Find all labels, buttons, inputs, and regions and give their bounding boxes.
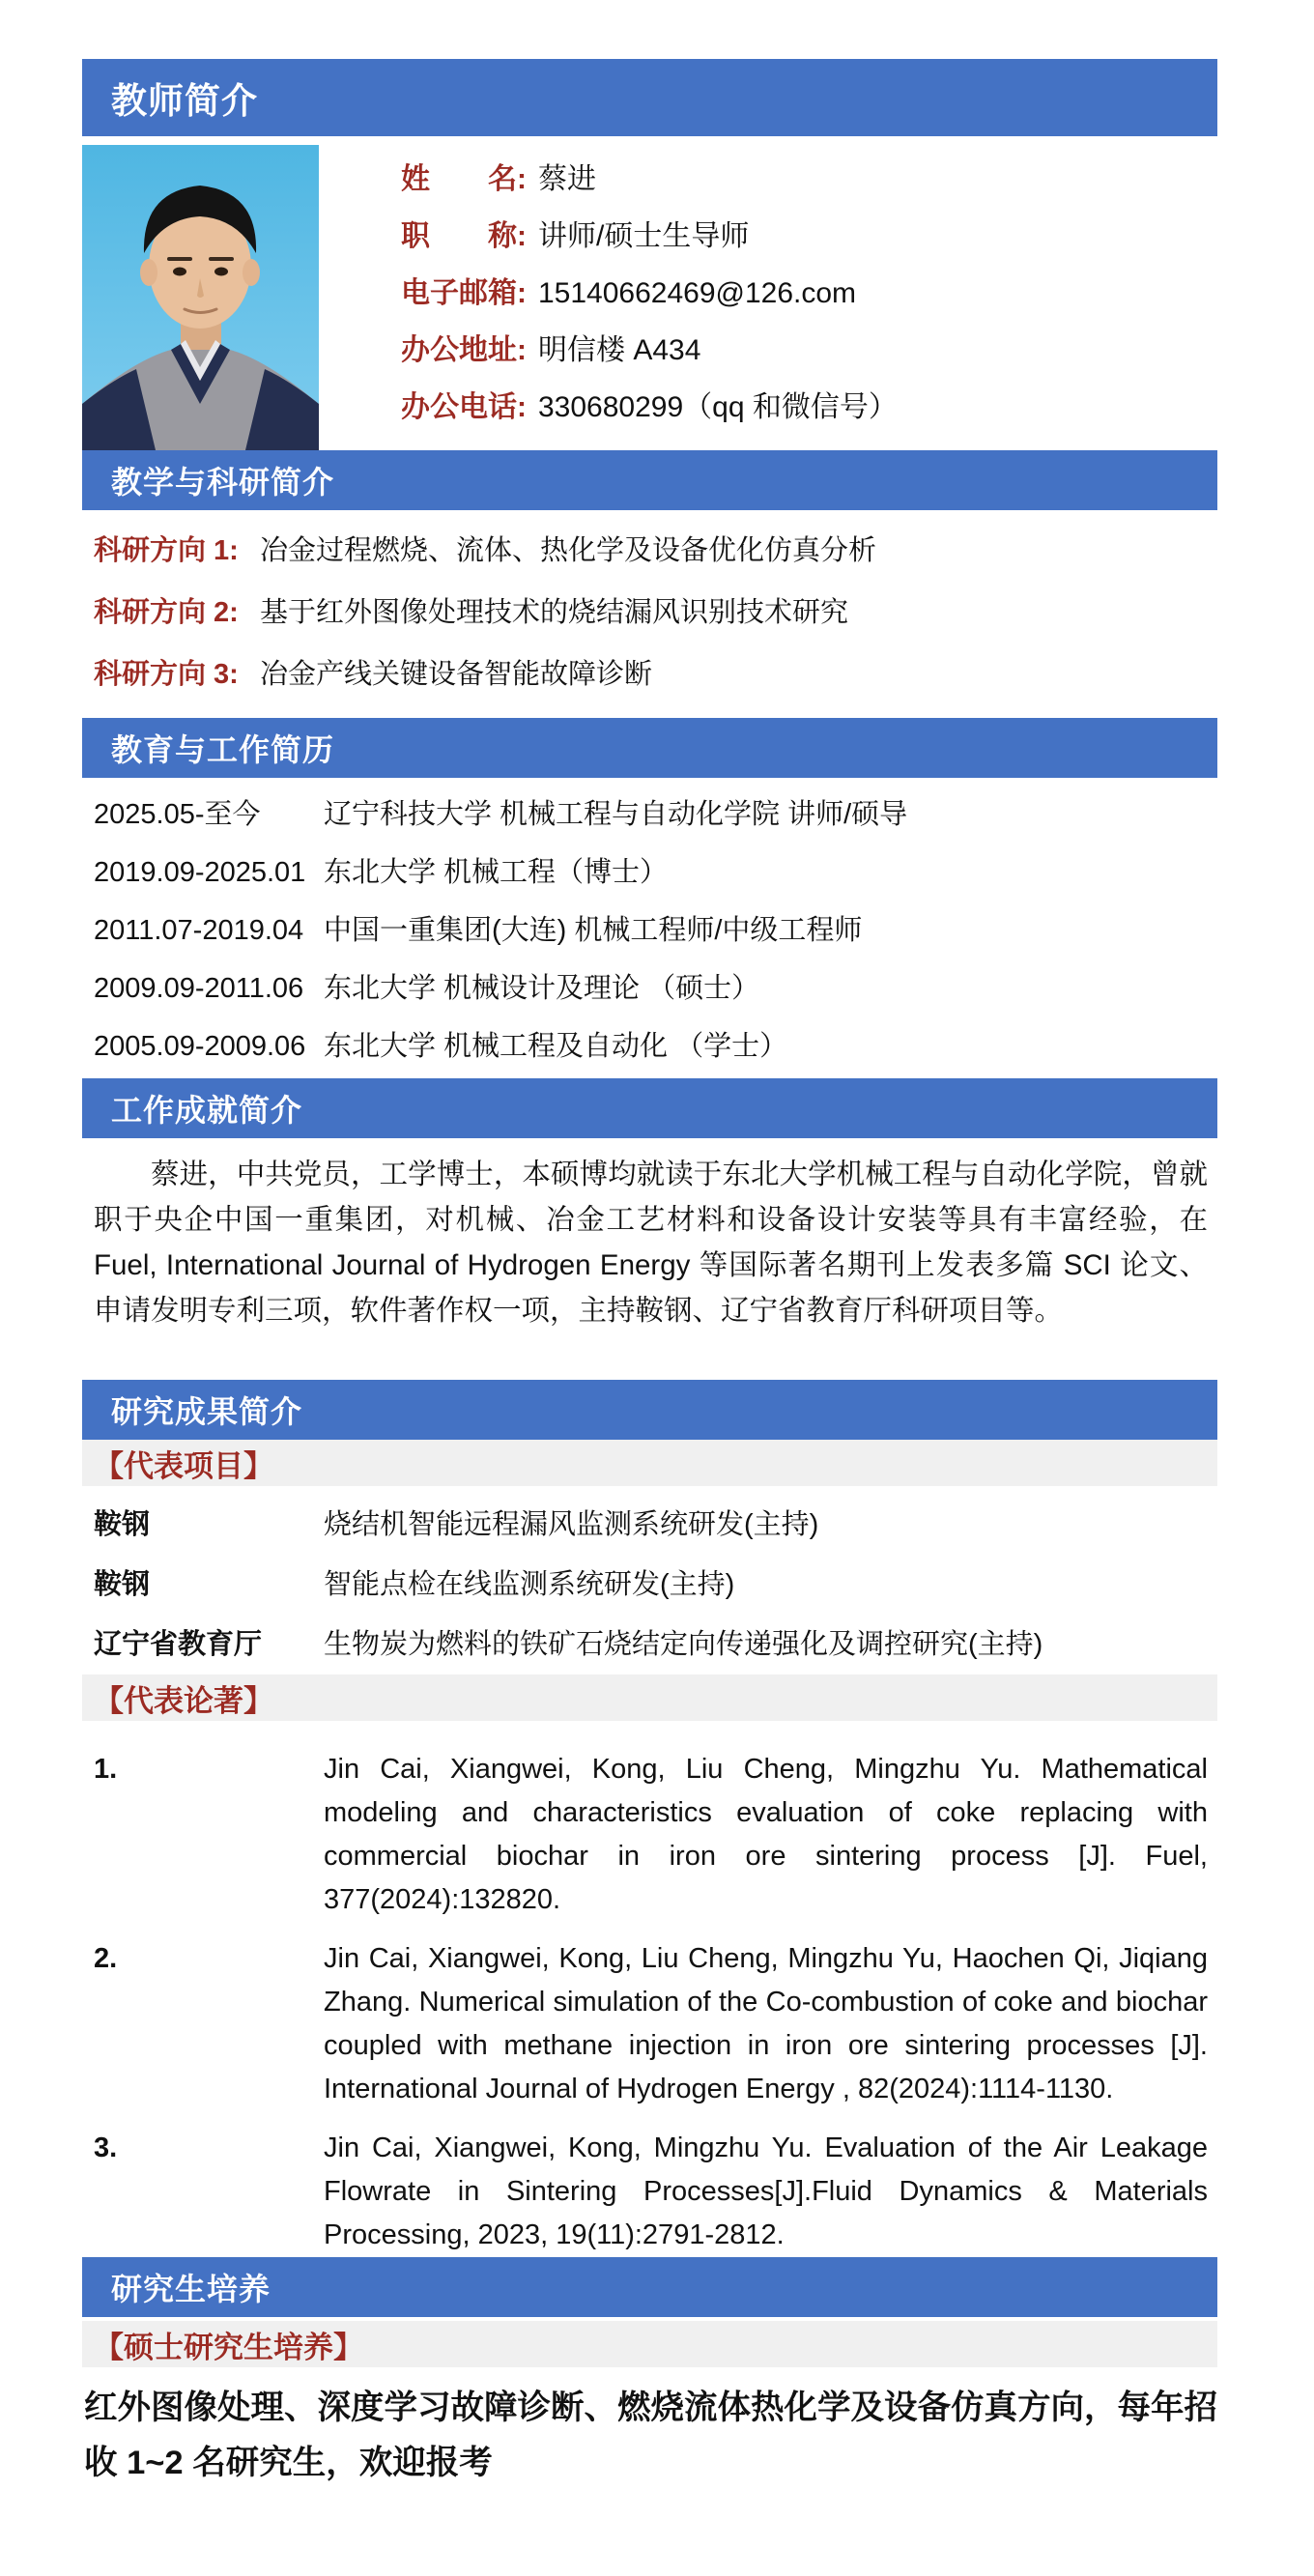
publications-heading: 【代表论著】	[94, 1683, 273, 1718]
direction-text-2: 基于红外图像处理技术的烧结漏风识别技术研究	[260, 597, 849, 628]
education-history	[82, 778, 1217, 1078]
title-label: 职 称:	[401, 220, 527, 252]
education-row	[94, 1029, 1217, 1065]
profile-photo	[82, 145, 319, 450]
education-row	[94, 971, 1217, 1007]
direction-label-2: 科研方向 2:	[94, 597, 239, 628]
section-title: 研究生培养	[111, 2272, 271, 2306]
section-title: 研究成果简介	[111, 1394, 303, 1429]
achievements-paragraph: 蔡进，中共党员，工学博士，本硕博均就读于东北大学机械工程与自动化学院，曾就职于央企中国一重集团，对机械、冶金工艺材料和设备设计安装等具有丰富经验，在 Fuel, International Journal of Hydrogen Energy 等国际著名期刊上发表多篇 SCI 论文、申请发明专利三项，软件著作权一项，主持鞍钢、辽宁省教育厅科研项目等。	[94, 1159, 1208, 1327]
education-detail: 东北大学 机械工程及自动化 （学士）	[324, 1031, 788, 1062]
project-name: 烧结机智能远程漏风监测系统研发(主持)	[324, 1509, 819, 1540]
profile-fields	[401, 145, 1217, 450]
projects-heading-band	[82, 1440, 1217, 1486]
project-row	[94, 1627, 1217, 1663]
publication-row	[94, 1748, 1208, 1922]
section-bar-education-work	[82, 718, 1217, 778]
graduate-heading-band	[82, 2321, 1217, 2367]
section-bar-achievements	[82, 1078, 1217, 1138]
phone-value: 330680299（qq 和微信号）	[538, 391, 898, 423]
office-value: 明信楼 A434	[538, 334, 701, 366]
section-title: 教育与工作简历	[111, 732, 335, 767]
publication-row	[94, 1937, 1208, 2111]
education-detail: 中国一重集团(大连) 机械工程师/中级工程师	[324, 915, 863, 946]
direction-text-3: 冶金产线关键设备智能故障诊断	[260, 659, 653, 690]
project-name: 生物炭为燃料的铁矿石烧结定向传递强化及调控研究(主持)	[324, 1629, 1043, 1660]
publication-text: Jin Cai, Xiangwei, Kong, Liu Cheng, Mingzhu Yu. Mathematical modeling and characteristics evaluation of coke replacing with commercial biochar in iron ore sintering process [J]. Fuel, 377(2024):132820.	[324, 1754, 1208, 1915]
email-value: 15140662469@126.com	[538, 277, 857, 309]
publication-row	[94, 2127, 1208, 2257]
field-row-email	[401, 269, 1217, 326]
education-detail: 东北大学 机械设计及理论 （硕士）	[324, 973, 760, 1004]
field-row-phone	[401, 383, 1217, 440]
education-row	[94, 797, 1217, 833]
publication-number: 2.	[94, 1943, 118, 1974]
publication-number: 1.	[94, 1754, 118, 1785]
office-label: 办公地址:	[401, 334, 527, 366]
publication-number: 3.	[94, 2132, 118, 2163]
project-sponsor: 鞍钢	[94, 1509, 151, 1540]
projects-heading: 【代表项目】	[94, 1448, 273, 1483]
education-period: 2019.09-2025.01	[94, 857, 306, 888]
project-row	[94, 1507, 1217, 1543]
direction-text-1: 冶金过程燃烧、流体、热化学及设备优化仿真分析	[260, 535, 877, 566]
section-bar-teaching-research	[82, 450, 1217, 510]
education-period: 2025.05-至今	[94, 799, 261, 830]
section-title: 教学与科研简介	[111, 465, 335, 500]
section-bar-research-outcomes	[82, 1380, 1217, 1440]
field-row-title	[401, 212, 1217, 269]
name-value: 蔡进	[538, 163, 596, 195]
project-row	[94, 1567, 1217, 1603]
project-sponsor: 鞍钢	[94, 1569, 151, 1600]
phone-label: 办公电话:	[401, 391, 527, 423]
projects-list	[82, 1486, 1217, 1674]
education-period: 2009.09-2011.06	[94, 973, 304, 1004]
direction-row-1	[94, 533, 1217, 569]
education-row	[94, 913, 1217, 949]
title-value: 讲师/硕士生导师	[538, 220, 750, 252]
field-row-office	[401, 326, 1217, 383]
direction-label-1: 科研方向 1:	[94, 535, 239, 566]
section-bar-teacher-intro	[82, 59, 1217, 136]
direction-label-3: 科研方向 3:	[94, 659, 239, 690]
research-directions	[82, 510, 1217, 718]
education-detail: 东北大学 机械工程（博士）	[324, 857, 669, 888]
name-label: 姓 名:	[401, 163, 527, 195]
education-period: 2011.07-2019.04	[94, 915, 304, 946]
publications-list	[82, 1721, 1217, 2257]
graduate-recruitment-text: 红外图像处理、深度学习故障诊断、燃烧流体热化学及设备仿真方向，每年招收 1~2 名研究生，欢迎报考	[84, 2390, 1217, 2481]
section-bar-graduate-training	[82, 2257, 1217, 2317]
project-name: 智能点检在线监测系统研发(主持)	[324, 1569, 735, 1600]
section-title: 工作成就简介	[111, 1093, 303, 1128]
email-label: 电子邮箱:	[401, 277, 527, 309]
page-root	[82, 0, 1217, 2491]
publication-text: Jin Cai, Xiangwei, Kong, Liu Cheng, Mingzhu Yu, Haochen Qi, Jiqiang Zhang. Numerical simulation of the Co-combustion of coke and biochar coupled with methane injection in iron ore sintering processes [J]. International Journal of Hydrogen Energy , 82(2024):1114-1130.	[324, 1943, 1208, 2104]
direction-row-2	[94, 595, 1217, 631]
graduate-heading: 【硕士研究生培养】	[94, 2330, 363, 2364]
education-row	[94, 855, 1217, 891]
field-row-name	[401, 155, 1217, 212]
education-period: 2005.09-2009.06	[94, 1031, 306, 1062]
section-title: 教师简介	[111, 81, 258, 121]
publications-heading-band	[82, 1674, 1217, 1721]
publication-text: Jin Cai, Xiangwei, Kong, Mingzhu Yu. Evaluation of the Air Leakage Flowrate in Sintering Processes[J].Fluid Dynamics & Materials Processing, 2023, 19(11):2791-2812.	[324, 2132, 1208, 2250]
direction-row-3	[94, 657, 1217, 693]
education-detail: 辽宁科技大学 机械工程与自动化学院 讲师/硕导	[324, 799, 908, 830]
profile-section	[82, 145, 1217, 450]
project-sponsor: 辽宁省教育厅	[94, 1629, 263, 1660]
